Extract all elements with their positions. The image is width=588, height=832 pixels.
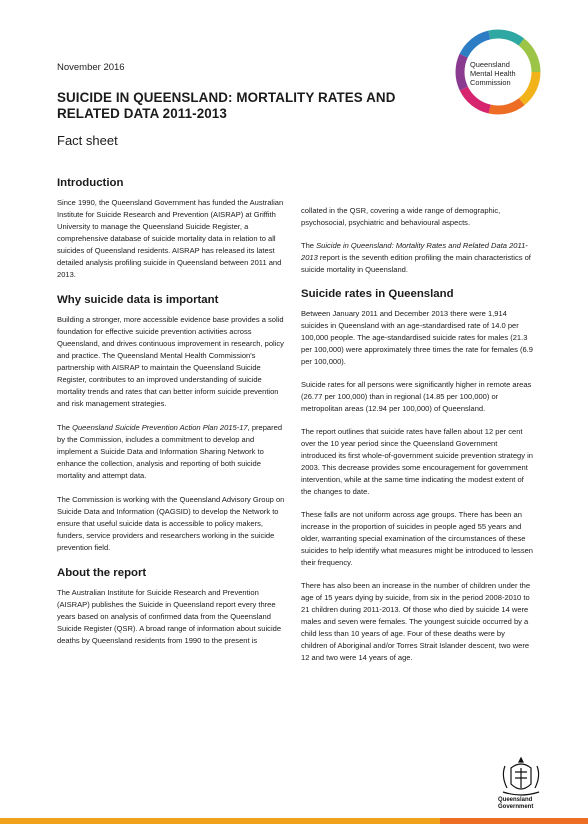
why-heading: Why suicide data is important bbox=[57, 294, 219, 306]
report-title: Suicide in Queensland: Mortality Rates and Related Data 2011-2013 bbox=[301, 241, 528, 262]
why-paragraph-3: The Commission is working with the Queensland Advisory Group on Suicide Data and Information (QAGSID) to develop the Network to ensure that useful suicide data is accessible to policy makers, funders, service providers and researchers working in the suicide prevention field. bbox=[57, 495, 285, 552]
why-p2-pre: The bbox=[57, 423, 73, 432]
gov-line-1: Queensland bbox=[498, 797, 533, 803]
about-continued-paragraph: collated in the QSR, covering a wide range of demographic, psychosocial, psychiatric and behavioural aspects. bbox=[301, 206, 501, 227]
introduction-heading: Introduction bbox=[57, 177, 124, 189]
document-subtitle: Fact sheet bbox=[57, 133, 118, 148]
left-column bbox=[57, 176, 285, 659]
why-paragraph-2 bbox=[57, 422, 285, 482]
footer-bar-orange bbox=[440, 818, 588, 824]
rates-paragraph-1: Between January 2011 and December 2013 there were 1,914 suicides in Queensland with an age-standardised rate of 14.0 per 100,000 people. The age-standardised suicide rates for males (21.3 per 100,000) were approximately three times the rate for females (6.9 per 100,000). bbox=[301, 309, 533, 366]
gov-line-2: Government bbox=[498, 803, 534, 810]
introduction-paragraph: Since 1990, the Queensland Government has funded the Australian Institute for Suicide Research and Prevention (AISRAP) at Griffith University to manage the Queensland Suicide Register, a comprehensive database of suicide mortality data in relation to all suicides of Queensland residents. AISRAP has released its latest detailed analysis profiling suicide in Queensland between 2011 and 2013. bbox=[57, 198, 284, 279]
report-edition-paragraph bbox=[301, 240, 533, 276]
action-plan-title: Queensland Suicide Prevention Action Plan 2015-17 bbox=[72, 423, 248, 432]
suicide-rates-heading: Suicide rates in Queensland bbox=[301, 288, 454, 300]
about-paragraph: The Australian Institute for Suicide Research and Prevention (AISRAP) publishes the Suicide in Queensland report every three years based on analysis of confirmed data from the Queensland Suicide Register (QSR). A broad range of information about suicide deaths by Queensland residents from 1990 to the present is bbox=[57, 588, 282, 645]
rates-paragraph-2: Suicide rates for all persons were significantly higher in remote areas (26.77 per 100,000) than in regional (14.85 per 100,000) or metropolitan areas (12.94 per 100,000) of Queensland. bbox=[301, 380, 532, 413]
logo-line-2: Mental Health bbox=[470, 69, 516, 78]
why-p2-post: , prepared by the Commission, includes a commitment to develop and implement a Suicide Data and Information Sharing Network to enhance the collection, analysis and reporting of both suicide mortality and attempt data. bbox=[57, 423, 283, 480]
rates-paragraph-4: These falls are not uniform across age groups. There has been an increase in the proportion of suicides in people aged 55 years and older, warranting special examination of the circumstances of these suicides to help identify what measures might be introduced to lessen their frequency. bbox=[301, 510, 533, 567]
document-title: SUICIDE IN QUEENSLAND: MORTALITY RATES AND RELATED DATA 2011-2013 bbox=[57, 90, 396, 121]
about-heading: About the report bbox=[57, 567, 147, 579]
why-paragraph-1: Building a stronger, more accessible evidence base provides a solid foundation for effective suicide prevention activities across Queensland, and drives continuous improvement in research, policy and practice. The Queensland Mental Health Commission's partnership with AISRAP to maintain the Queensland Suicide Register, contributes to an improved understanding of suicide mortality trends and rates that can better inform suicide prevention and risk management strategies. bbox=[57, 315, 284, 408]
report-post: report is the seventh edition profiling the main characteristics of suicide mortality in Queensland. bbox=[301, 253, 531, 274]
queensland-government-crest-icon bbox=[497, 754, 545, 800]
logo-line-1: Queensland bbox=[470, 60, 510, 69]
right-column bbox=[301, 205, 533, 675]
logo-wordmark bbox=[470, 60, 530, 87]
report-pre: The bbox=[301, 241, 317, 250]
logo-line-3: Commission bbox=[470, 78, 511, 87]
rates-paragraph-3: The report outlines that suicide rates have fallen about 12 per cent over the 10 year period since the Queensland Government introduced its first whole-of-government suicide prevention strategy in 2003. This decrease provides some encouragement for government intervention, while at the same time indicating the modest extent of the changes to date. bbox=[301, 427, 533, 496]
footer-bar-yellow bbox=[0, 818, 440, 824]
rates-paragraph-5: There has also been an increase in the number of children under the age of 15 years dying by suicide, from six in the period 2008-2010 to 21 children during 2011-2013. Of those who died by suicide 14 were males and seven were females. The youngest suicide occurred by a child less than 10 years of age. Four of these deaths were by children of Aboriginal and/or Torres Strait Islander descent, two were 12 and two were 14 years of age. bbox=[301, 581, 531, 662]
government-wordmark bbox=[498, 797, 533, 810]
publication-date: November 2016 bbox=[57, 62, 125, 73]
footer-color-bar bbox=[0, 818, 588, 832]
